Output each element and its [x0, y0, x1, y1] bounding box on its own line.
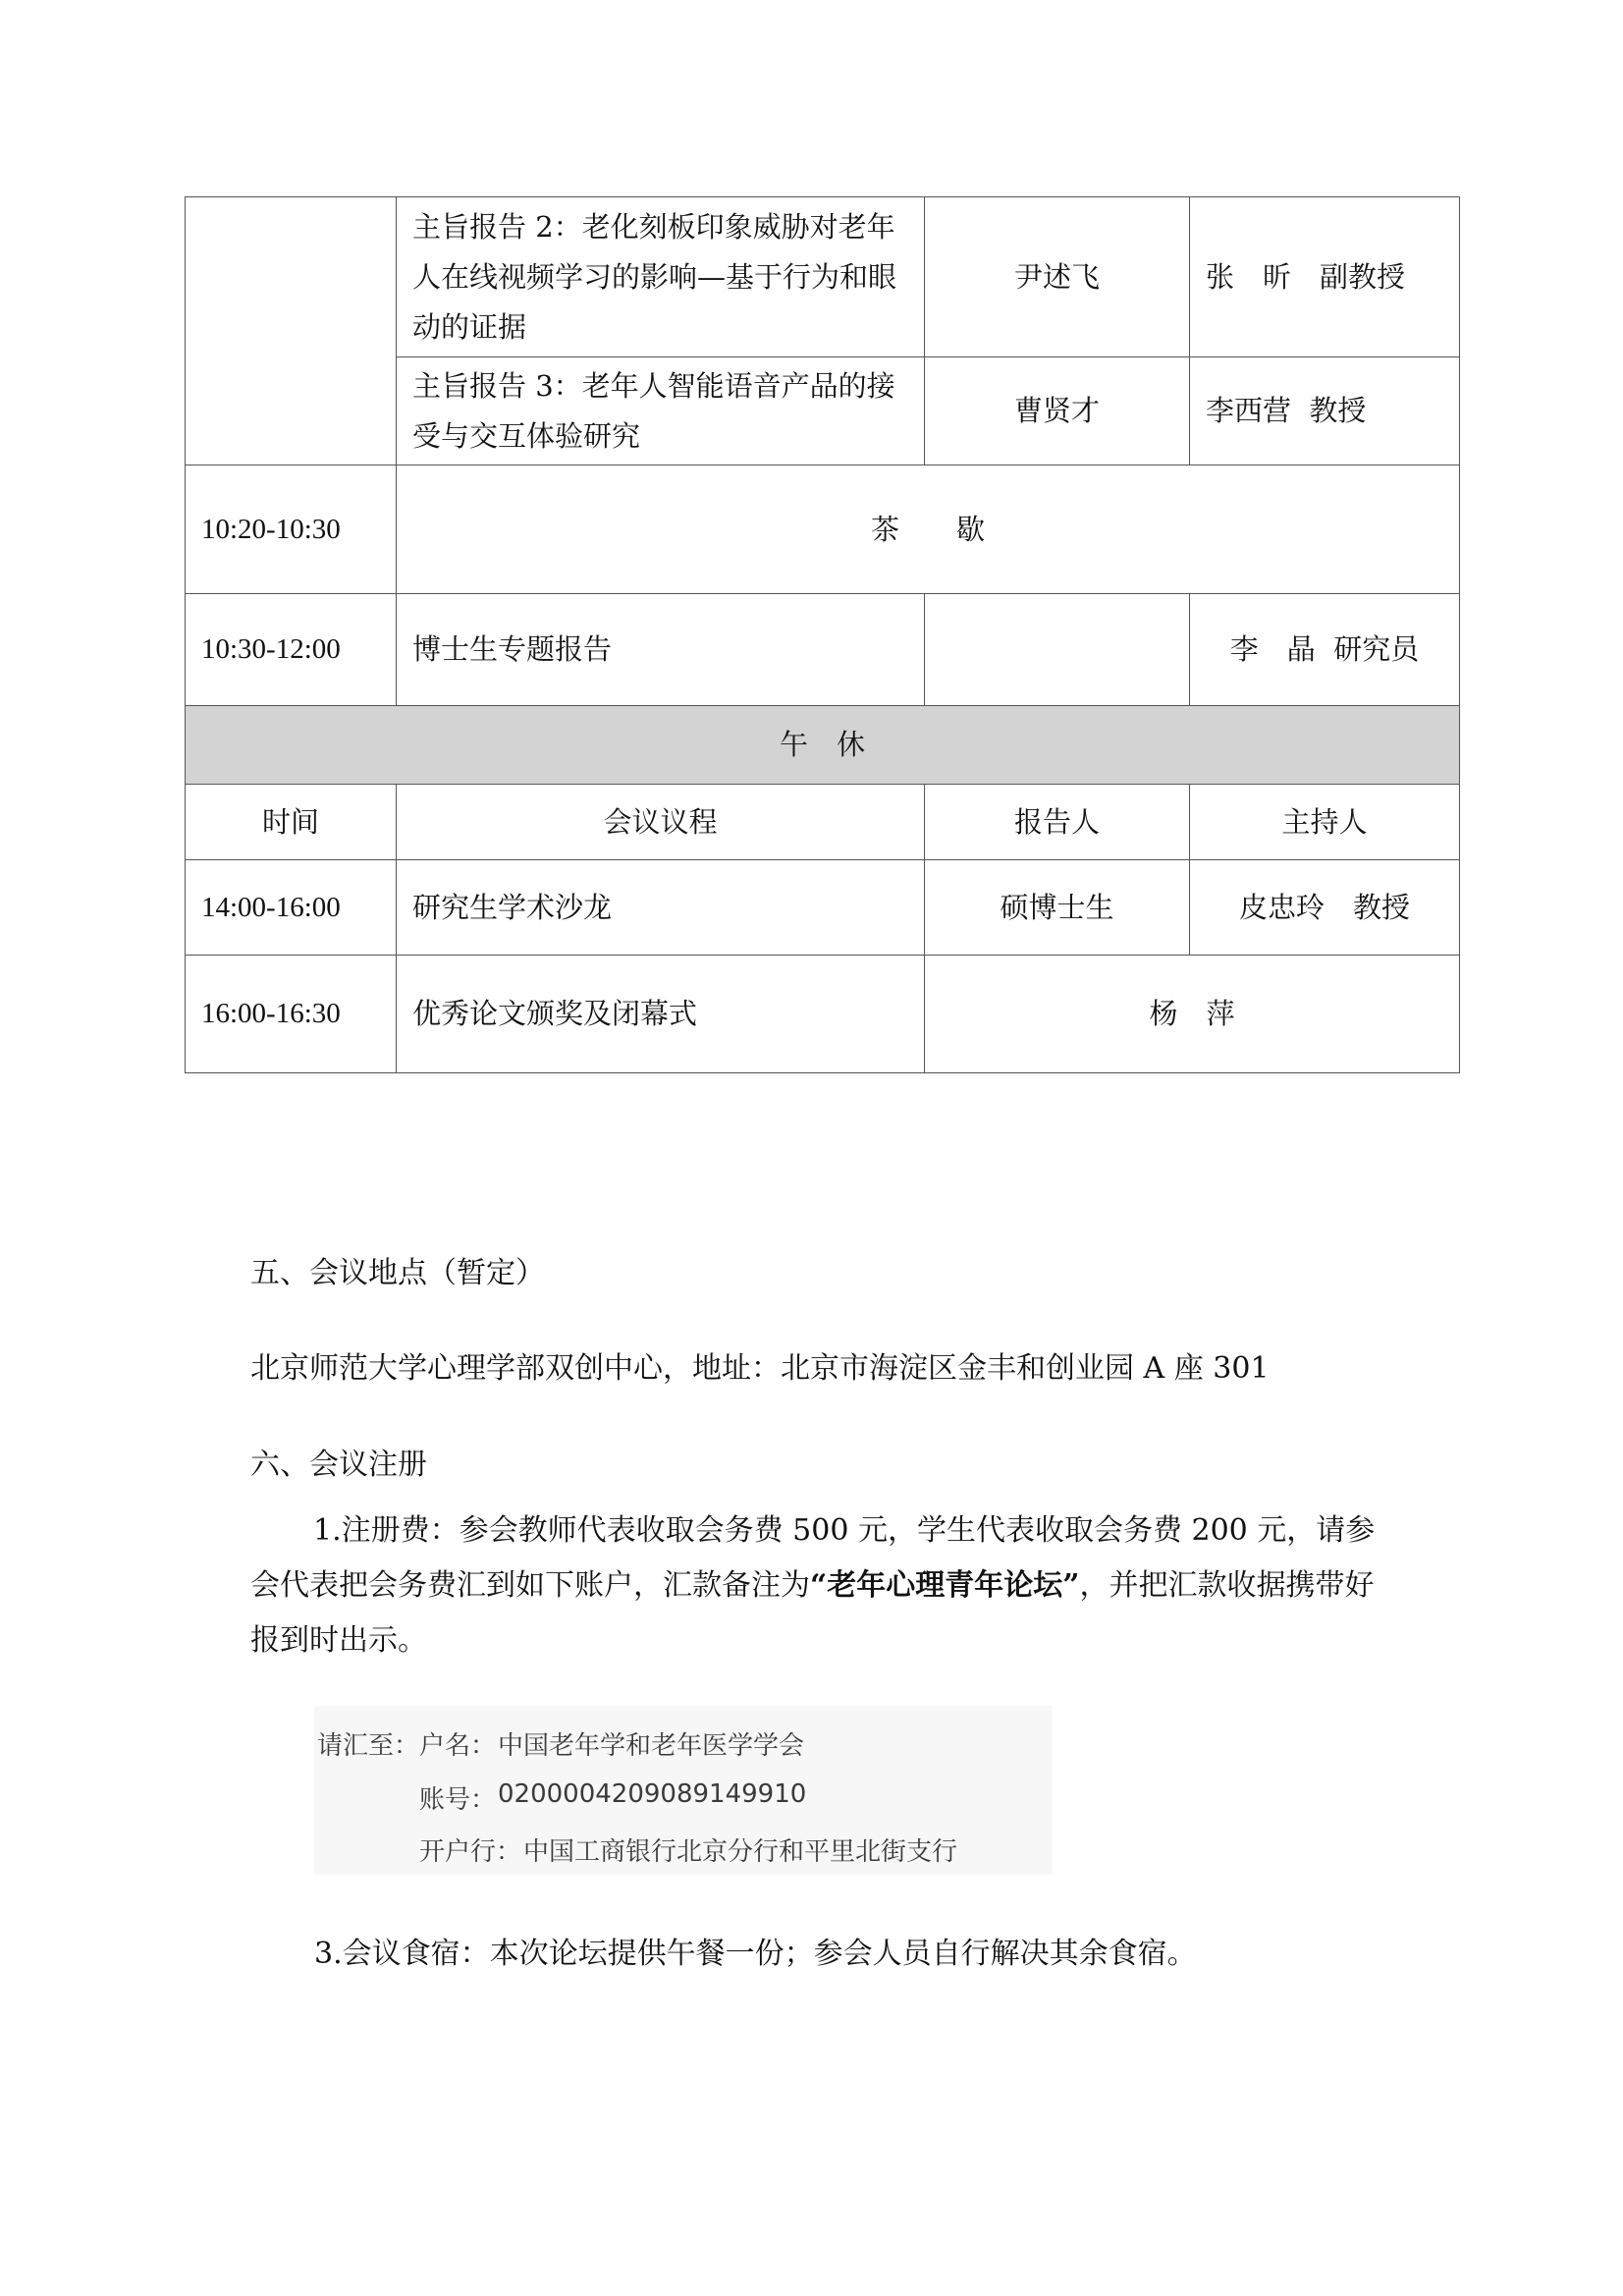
host-cell: 杨 萍 [925, 956, 1460, 1073]
account-number-label: 账号： [419, 1785, 497, 1815]
host-cell: 李 晶 研究员 [1190, 594, 1460, 706]
fee-text-1: 1.注册费：参会教师代表收取会务费 500 元，学生代表收取会务费 200 元，请参会代表把会务费汇到如下账户，汇款备注为 [250, 1513, 1376, 1603]
bank-info-box [314, 1706, 1053, 1875]
table-row [186, 465, 1460, 594]
section-5-heading: 五、会议地点（暂定） [250, 1256, 545, 1290]
table-header-row [186, 785, 1460, 860]
tea-break-label: 茶 歇 [397, 465, 1460, 594]
agenda-table [185, 196, 1460, 1073]
meals-text: 3.会议食宿：本次论坛提供午餐一份；参会人员自行解决其余食宿。 [314, 1937, 1197, 1971]
host-cell: 皮忠玲 教授 [1190, 860, 1460, 956]
table-row [186, 956, 1460, 1073]
bank-label: 开户行： [419, 1837, 522, 1867]
header-speaker: 报告人 [925, 785, 1190, 860]
table-row [186, 706, 1460, 785]
agenda-cell: 博士生专题报告 [397, 594, 925, 706]
time-cell: 10:30-12:00 [186, 594, 397, 706]
agenda-cell: 研究生学术沙龙 [397, 860, 925, 956]
header-agenda: 会议议程 [397, 785, 925, 860]
account-number: 0200004209089149910 [498, 1779, 807, 1809]
section-6-heading: 六、会议注册 [250, 1448, 427, 1482]
fee-remark-bold: “老年心理青年论坛” [810, 1568, 1080, 1603]
table-row [186, 197, 1460, 357]
remit-to-label: 请汇至： [317, 1731, 420, 1761]
agenda-cell: 优秀论文颁奖及闭幕式 [397, 956, 925, 1073]
agenda-cell: 主旨报告 2：老化刻板印象威胁对老年人在线视频学习的影响—基于行为和眼动的证据 [397, 197, 925, 357]
time-cell: 10:20-10:30 [186, 465, 397, 594]
time-cell-empty [186, 197, 397, 465]
speaker-cell [925, 594, 1190, 706]
lunch-break-label: 午 休 [186, 706, 1460, 785]
account-name-label: 户名： [419, 1731, 497, 1761]
account-name: 中国老年学和老年医学学会 [498, 1731, 805, 1761]
venue-address: 北京师范大学心理学部双创中心，地址：北京市海淀区金丰和创业园 A 座 301 [250, 1351, 1270, 1386]
speaker-cell: 尹述飞 [925, 197, 1190, 357]
bank-name: 中国工商银行北京分行和平里北街支行 [523, 1837, 958, 1867]
speaker-cell: 硕博士生 [925, 860, 1190, 956]
registration-fee-paragraph [250, 1503, 1380, 1668]
table-row [186, 860, 1460, 956]
host-cell: 张 昕 副教授 [1190, 197, 1460, 357]
time-cell: 14:00-16:00 [186, 860, 397, 956]
host-cell: 李西营 教授 [1190, 357, 1460, 465]
table-row [186, 594, 1460, 706]
time-cell: 16:00-16:30 [186, 956, 397, 1073]
speaker-cell: 曹贤才 [925, 357, 1190, 465]
fee-text-2: ，并把汇款收据携带好报到时出示。 [250, 1568, 1375, 1658]
header-host: 主持人 [1190, 785, 1460, 860]
agenda-cell: 主旨报告 3：老年人智能语音产品的接受与交互体验研究 [397, 357, 925, 465]
header-time: 时间 [186, 785, 397, 860]
